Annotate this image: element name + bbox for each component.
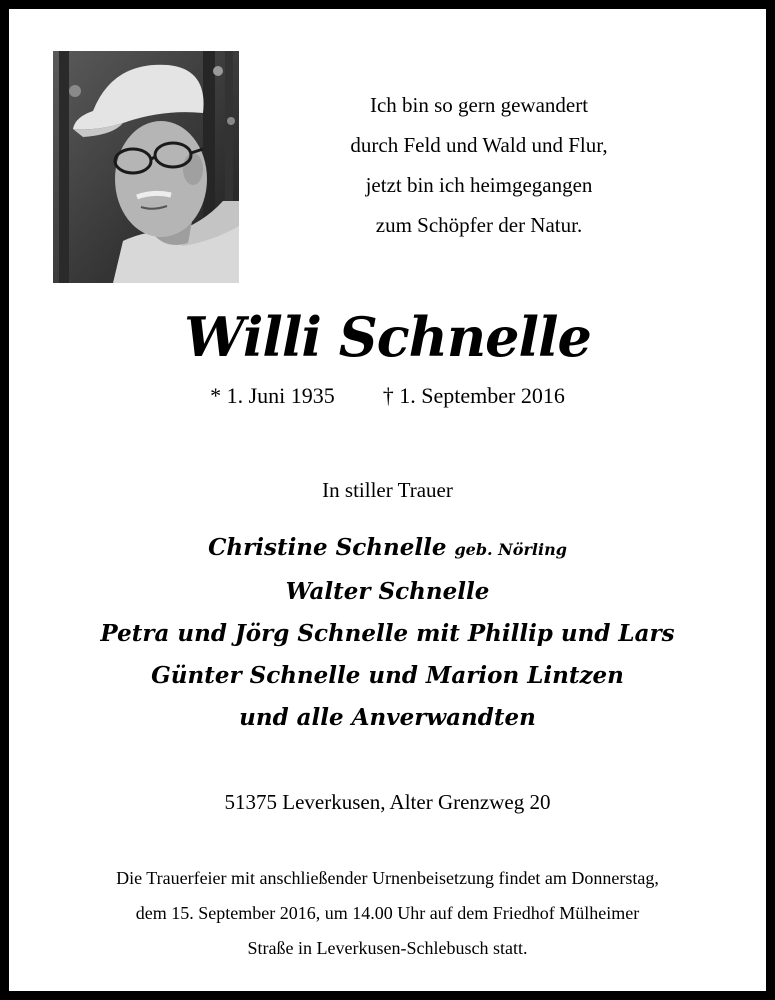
family-address: 51375 Leverkusen, Alter Grenzweg 20 xyxy=(224,790,551,814)
mourner-maiden-name: geb. Nörling xyxy=(454,540,567,559)
poem-line: jetzt bin ich heimgegangen xyxy=(365,173,593,197)
life-dates xyxy=(9,381,766,411)
mourner-line xyxy=(9,527,766,571)
deceased-name: Willi Schnelle xyxy=(184,305,591,369)
mourning-intro: In stiller Trauer xyxy=(322,478,453,502)
portrait-image xyxy=(53,51,239,283)
funeral-service-info xyxy=(29,861,746,966)
mourner-line: Petra und Jörg Schnelle mit Phillip und Lars xyxy=(100,620,675,647)
mourner-name: Christine Schnelle xyxy=(208,534,447,561)
mourner-line: Walter Schnelle xyxy=(285,578,490,605)
mourner-line: Günter Schnelle und Marion Lintzen xyxy=(151,662,624,689)
service-line: Die Trauerfeier mit anschließender Urnenbeisetzung findet am Donnerstag, xyxy=(116,868,659,888)
service-line: Straße in Leverkusen-Schlebusch statt. xyxy=(247,938,528,958)
service-line: dem 15. September 2016, um 14.00 Uhr auf dem Friedhof Mülheimer xyxy=(135,903,640,923)
birth-date: * 1. Juni 1935 xyxy=(210,383,335,408)
mourners-list xyxy=(9,527,766,739)
portrait-photo xyxy=(53,51,239,283)
poem-line: Ich bin so gern gewandert xyxy=(369,93,589,117)
poem-line: zum Schöpfer der Natur. xyxy=(375,213,583,237)
mourner-line: und alle Anverwandten xyxy=(239,704,536,731)
poem-line: durch Feld und Wald und Flur, xyxy=(350,133,608,157)
poem xyxy=(269,85,689,245)
death-date: † 1. September 2016 xyxy=(382,383,565,408)
